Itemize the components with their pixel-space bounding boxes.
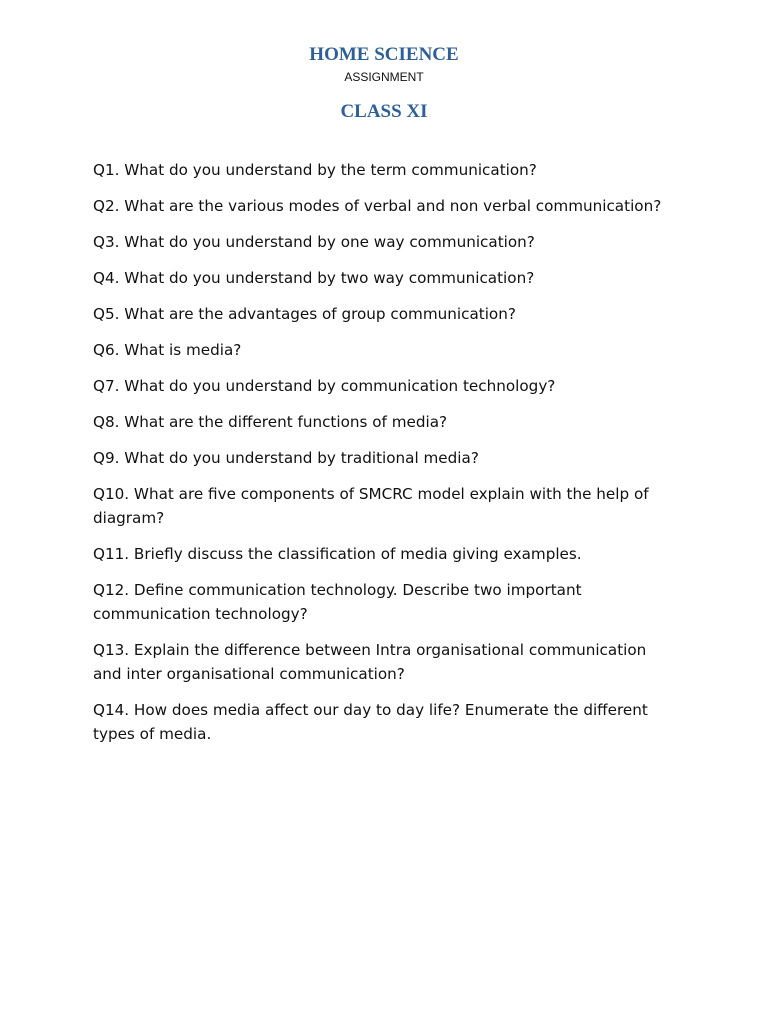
- question-item: Q3. What do you understand by one way communication?: [93, 233, 535, 251]
- document-subtitle: ASSIGNMENT: [344, 70, 424, 84]
- question-list: [93, 158, 678, 758]
- question-item: Q2. What are the various modes of verbal and non verbal communication?: [93, 197, 662, 215]
- question-item: Q12. Define communication technology. Describe two important communication technology?: [93, 581, 582, 623]
- question-item: Q8. What are the different functions of media?: [93, 413, 448, 431]
- question-item: Q6. What is media?: [93, 341, 242, 359]
- question-item: Q10. What are five components of SMCRC model explain with the help of diagram?: [93, 485, 649, 527]
- question-item: Q7. What do you understand by communication technology?: [93, 377, 556, 395]
- question-item: Q9. What do you understand by traditional media?: [93, 449, 479, 467]
- class-heading: CLASS XI: [340, 101, 428, 122]
- document-title: HOME SCIENCE: [309, 44, 459, 65]
- question-item: Q13. Explain the difference between Intra organisational communication and inter organisational communication?: [93, 641, 647, 683]
- question-item: Q11. Briefly discuss the classification of media giving examples.: [93, 545, 582, 563]
- question-item: Q14. How does media affect our day to day life? Enumerate the different types of media.: [93, 701, 648, 743]
- question-item: Q4. What do you understand by two way communication?: [93, 269, 535, 287]
- question-item: Q1. What do you understand by the term communication?: [93, 161, 537, 179]
- question-item: Q5. What are the advantages of group communication?: [93, 305, 516, 323]
